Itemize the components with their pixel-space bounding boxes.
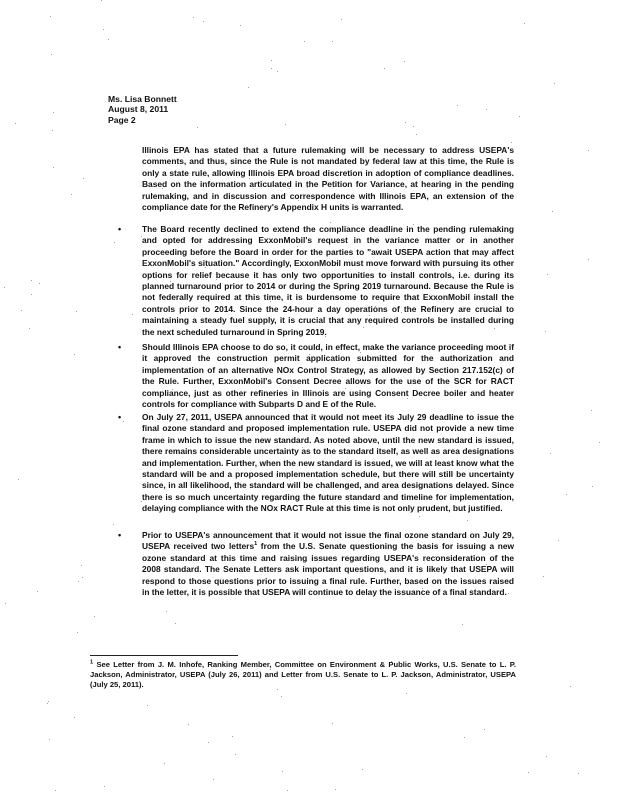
scan-speck: [39, 283, 40, 284]
footnote-reference: 1: [254, 541, 258, 548]
letter-date: August 8, 2011: [108, 104, 169, 115]
scan-speck: [277, 71, 278, 72]
letter-header: [108, 94, 177, 125]
scan-speck: [74, 354, 75, 355]
scan-speck: [164, 763, 165, 764]
scan-speck: [5, 603, 6, 604]
scan-speck: [528, 772, 529, 773]
scan-speck: [52, 130, 53, 131]
scan-speck: [271, 68, 272, 69]
scan-speck: [484, 729, 485, 730]
footnote-divider: [90, 655, 238, 656]
scan-speck: [281, 696, 282, 697]
bullet-dot: •: [118, 224, 122, 234]
scan-speck: [82, 577, 83, 578]
scan-speck: [113, 524, 114, 525]
scan-speck: [232, 736, 233, 737]
scan-speck: [545, 331, 546, 332]
scan-speck: [175, 623, 176, 624]
scan-speck: [578, 773, 579, 774]
bullet-text: [142, 530, 514, 598]
scan-speck: [464, 737, 465, 738]
scan-speck: [543, 576, 544, 577]
bullet-dot: •: [118, 412, 122, 422]
scan-speck: [599, 442, 600, 443]
scan-speck: [104, 786, 105, 787]
scan-speck: [384, 68, 385, 69]
scan-speck: [416, 134, 417, 135]
scan-speck: [166, 611, 167, 612]
scan-speck: [552, 211, 553, 212]
scan-speck: [114, 242, 115, 243]
scan-speck: [341, 19, 342, 20]
scan-speck: [511, 142, 512, 143]
scan-speck: [50, 16, 51, 17]
scan-speck: [31, 294, 32, 295]
scan-speck: [240, 25, 241, 26]
scan-speck: [282, 771, 283, 772]
scan-speck: [53, 167, 54, 168]
footnote: [90, 660, 516, 690]
intro-paragraph: Illinois EPA has stated that a future rulemaking will be necessary to address USEPA's comments, and thus, since the Rule is not mandated by federal law at this time, the Rule is only a state rule, allowing Illinois EPA broad discretion in adoption of compliance deadlines. Based on the information articulated in the Petition for Variance, at hearing in the pending rulemaking, and in discussion and correspondence with Illinois EPA, an extension of the compliance date for the Refinery's Appendix H units is warranted.: [142, 145, 514, 213]
scan-speck: [83, 178, 84, 179]
scan-speck: [546, 756, 547, 757]
scan-speck: [413, 126, 414, 127]
scan-speck: [4, 287, 5, 288]
page-number: Page 2: [108, 114, 136, 125]
scan-speck: [332, 723, 333, 724]
scan-speck: [362, 769, 363, 770]
scan-speck: [47, 703, 48, 704]
scan-speck: [570, 686, 571, 687]
scan-speck: [132, 314, 133, 315]
recipient-name: Ms. Lisa Bonnett: [108, 94, 177, 104]
bullet-text: The Board recently declined to extend the compliance deadline in the pending rulemaking and opted for addressing ExxonMobil's request in the variance matter or in another proceeding before the Board in order for the parties to "await USEPA action that may affect ExxonMobil's situation." Accordingly, ExxonMobil must move forward with pursuing its other options for relief because it has only two opportunities to install controls, i.e. during its planned turnaround prior to 2014 or during the Spring 2019 turnaround. Because the Rule is not federally required at this time, it is burdensome to require that ExxonMobil install the controls prior to 2014. Since the 24-hour a day operations of the Refinery are crucial to maintaining a steady fuel supply, it is crucial that any required controls be installed during the next scheduled turnaround in Spring 2019.: [142, 224, 514, 337]
scan-speck: [53, 112, 54, 113]
scan-speck: [332, 41, 333, 42]
scan-speck: [49, 739, 50, 740]
scan-speck: [147, 705, 148, 706]
footnote-mark: 1: [90, 659, 94, 666]
scan-speck: [547, 274, 548, 275]
scan-speck: [203, 21, 204, 22]
scan-speck: [15, 123, 16, 124]
scan-speck: [591, 410, 592, 411]
footnote-text: See Letter from J. M. Inhofe, Ranking Member, Committee on Environment & Public Works, U.S. Senate to L. P. Jackson, Administrator, USEPA (July 26, 2011) and Letter from U.S. Senate to L. P. Jackson, Administrator, USEPA (July 25, 2011).: [90, 660, 516, 689]
scan-speck: [335, 789, 336, 790]
scan-speck: [123, 421, 124, 422]
scan-speck: [213, 779, 214, 780]
scan-speck: [486, 109, 487, 110]
scan-speck: [18, 479, 19, 480]
bullet-dot: •: [118, 342, 122, 352]
scan-speck: [550, 453, 551, 454]
bullet-text: Should Illinois EPA choose to do so, it could, in effect, make the variance proceeding moot if it approved the construction permit application submitted for the authorization and implementation of an alternative NOx Control Strategy, as allowed by Section 217.152(c) of the Rule. Further, ExxonMobil's Consent Decree allows for the use of the SCR for RACT compliance, just as other refineries in Illinois are using Consent Decree boiler and heater controls for compliance with Subparts D and E of the Rule.: [142, 342, 514, 410]
scan-speck: [37, 591, 38, 592]
scan-speck: [588, 259, 589, 260]
scan-speck: [71, 194, 72, 195]
scan-speck: [419, 516, 420, 517]
scan-speck: [29, 328, 30, 329]
scan-speck: [208, 742, 209, 743]
scan-speck: [76, 311, 77, 312]
scan-speck: [554, 83, 555, 84]
scan-speck: [248, 87, 249, 88]
scan-speck: [462, 624, 463, 625]
scan-speck: [558, 540, 559, 541]
scan-speck: [48, 701, 49, 702]
scan-speck: [405, 122, 406, 123]
scan-speck: [592, 486, 593, 487]
scan-speck: [467, 520, 468, 521]
scan-speck: [51, 54, 52, 55]
bullet-text: On July 27, 2011, USEPA announced that it would not meet its July 29 deadline to issue the final ozone standard and proposed implementation rule. USEPA did not provide a new time frame in which to issue the new standard. As noted above, until the new standard is issued, there remains considerable uncertainty as to the standard itself, as well as area designations and implementation. Further, when the new standard is issued, we will at least know what the standard will be and a proposed implementation schedule, but there will still be uncertainty since, in all likelihood, the standard will be challenged, and area designations delayed. Since there is so much uncertainty regarding the future standard and timeline for implementation, delaying compliance with the NOx RACT Rule at this time is not only prudent, but justified.: [142, 412, 514, 514]
scan-speck: [81, 565, 82, 566]
bullet-dot: •: [118, 530, 122, 540]
scan-speck: [285, 124, 286, 125]
scan-speck: [94, 616, 95, 617]
scan-speck: [271, 60, 272, 61]
scan-speck: [193, 17, 194, 18]
scan-speck: [108, 39, 109, 40]
scan-speck: [55, 790, 56, 791]
scan-speck: [77, 632, 78, 633]
scan-speck: [304, 41, 305, 42]
scan-speck: [78, 581, 79, 582]
scan-speck: [406, 693, 407, 694]
scan-speck: [524, 23, 525, 24]
scan-speck: [519, 116, 520, 117]
scan-speck: [197, 127, 198, 128]
scan-speck: [21, 310, 22, 311]
scan-speck: [235, 754, 236, 755]
scan-speck: [103, 29, 104, 30]
scan-speck: [287, 790, 288, 791]
scan-speck: [457, 105, 458, 106]
scan-speck: [330, 222, 331, 223]
scan-speck: [101, 0, 102, 1]
scan-speck: [566, 494, 567, 495]
scan-speck: [31, 280, 32, 281]
scan-speck: [404, 61, 405, 62]
bullet-text-part-2: from the U.S. Senate questioning the basis for issuing a new ozone standard at this time and raising issues regarding USEPA's reconsideration of the 2008 standard. The Senate Letters ask important questions, and it is likely that USEPA will respond to those questions prior to issuing a final rule. Further, based on the issues raised in the letter, it is possible that USEPA will continue to delay the issuance of a final standard.: [142, 541, 514, 598]
bullet-text-part-1: Prior to USEPA's announcement that it would not issue the final ozone standard on July 29, USEPA received two letters: [142, 530, 514, 552]
scan-speck: [74, 717, 75, 718]
scan-speck: [588, 150, 589, 151]
scan-speck: [188, 724, 189, 725]
